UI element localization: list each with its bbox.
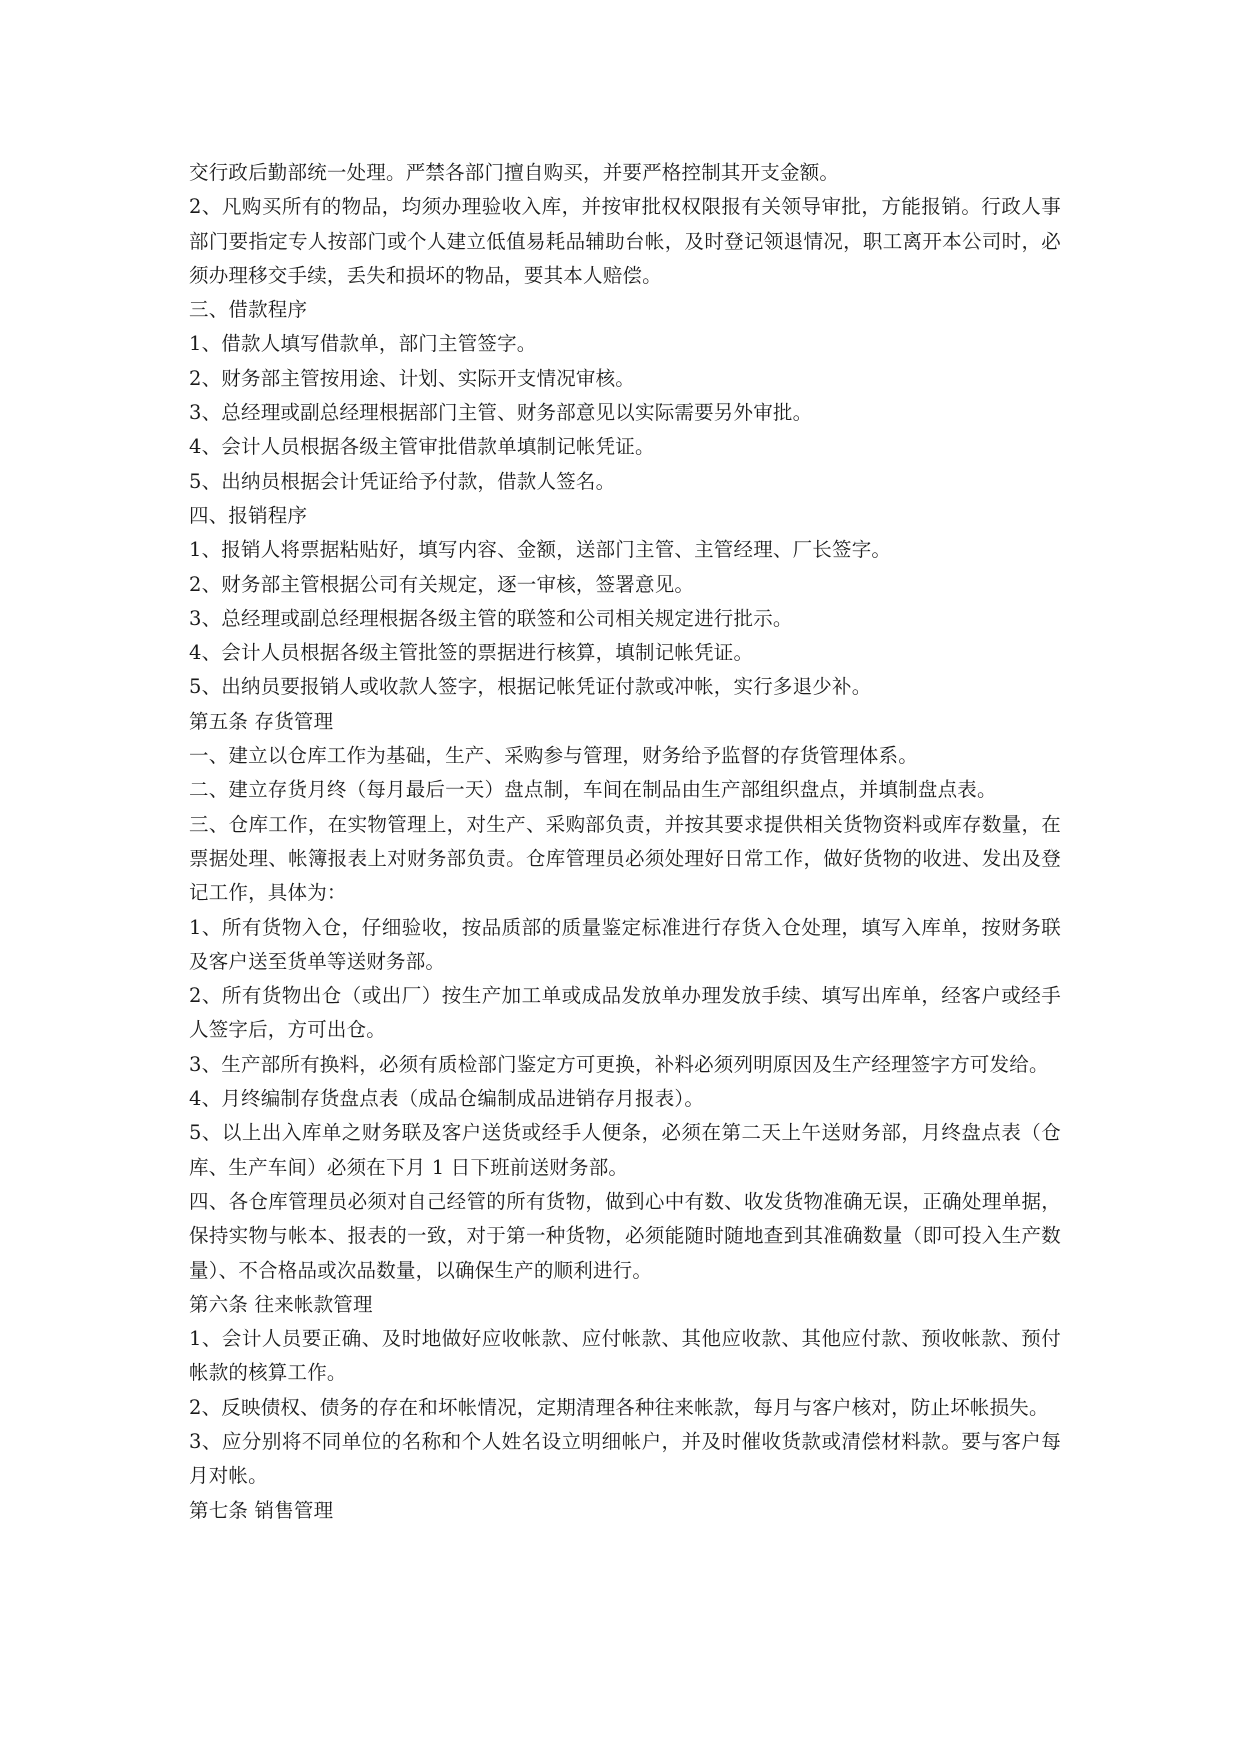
paragraph: 4、会计人员根据各级主管审批借款单填制记帐凭证。 xyxy=(189,435,655,459)
paragraph: 2、反映债权、债务的存在和坏帐情况，定期清理各种往来帐款，每月与客户核对，防止坏帐损失。 xyxy=(189,1395,1049,1419)
section-heading: 三、借款程序 xyxy=(189,298,308,322)
paragraph: 四、各仓库管理员必须对自己经管的所有货物，做到心中有数、收发货物准确无误，正确处理单据，保持实物与帐本、报表的一致，对于第一种货物，必须能随时随地查到其准确数量（即可投入生产数量）、不合格品或次品数量，以确保生产的顺利进行。 xyxy=(189,1189,1061,1282)
paragraph: 5、出纳员根据会计凭证给予付款，借款人签名。 xyxy=(189,469,616,493)
article-heading: 第六条 往来帐款管理 xyxy=(189,1292,373,1316)
paragraph: 5、以上出入库单之财务联及客户送货或经手人便条，必须在第二天上午送财务部，月终盘点表（仓库、生产车间）必须在下月 1 日下班前送财务部。 xyxy=(189,1121,1061,1179)
paragraph: 一、建立以仓库工作为基础，生产、采购参与管理，财务给予监督的存货管理体系。 xyxy=(189,744,918,768)
paragraph: 3、生产部所有换料，必须有质检部门鉴定方可更换，补料必须列明原因及生产经理签字方可发给。 xyxy=(189,1052,1049,1076)
paragraph: 3、应分别将不同单位的名称和个人姓名设立明细帐户，并及时催收货款或清偿材料款。要与客户每月对帐。 xyxy=(189,1429,1061,1488)
article-heading: 第五条 存货管理 xyxy=(189,709,334,733)
paragraph: 交行政后勤部统一处理。严禁各部门擅自购买，并要严格控制其开支金额。 xyxy=(189,161,840,184)
paragraph: 1、所有货物入仓，仔细验收，按品质部的质量鉴定标准进行存货入仓处理，填写入库单，按财务联及客户送至货单等送财务部。 xyxy=(189,915,1061,973)
paragraph: 2、所有货物出仓（或出厂）按生产加工单或成品发放单办理发放手续、填写出库单，经客户或经手人签字后，方可出仓。 xyxy=(189,984,1061,1042)
paragraph: 三、仓库工作，在实物管理上，对生产、采购部负责，并按其要求提供相关货物资料或库存数量，在票据处理、帐簿报表上对财务部负责。仓库管理员必须处理好日常工作，做好货物的收进、发出及登记工作，具体为： xyxy=(189,812,1061,905)
paragraph: 1、会计人员要正确、及时地做好应收帐款、应付帐款、其他应收款、其他应付款、预收帐款、预付帐款的核算工作。 xyxy=(189,1327,1061,1385)
paragraph: 1、报销人将票据粘贴好，填写内容、金额，送部门主管、主管经理、厂长签字。 xyxy=(189,538,892,562)
paragraph: 3、总经理或副总经理根据各级主管的联签和公司相关规定进行批示。 xyxy=(189,606,793,630)
paragraph: 2、财务部主管根据公司有关规定，逐一审核，签署意见。 xyxy=(189,572,695,596)
paragraph: 4、会计人员根据各级主管批签的票据进行核算，填制记帐凭证。 xyxy=(189,641,754,665)
paragraph: 二、建立存货月终（每月最后一天）盘点制，车间在制品由生产部组织盘点，并填制盘点表。 xyxy=(189,778,997,802)
article-heading: 第七条 销售管理 xyxy=(189,1498,334,1522)
document-body xyxy=(189,156,1061,1528)
paragraph: 2、财务部主管按用途、计划、实际开支情况审核。 xyxy=(189,366,636,390)
section-heading: 四、报销程序 xyxy=(189,503,308,527)
paragraph: 1、借款人填写借款单，部门主管签字。 xyxy=(189,332,537,356)
paragraph: 2、凡购买所有的物品，均须办理验收入库，并按审批权权限报有关领导审批，方能报销。行政人事部门要指定专人按部门或个人建立低值易耗品辅助台帐，及时登记领退情况，职工离开本公司时，必须办理移交手续，丢失和损坏的物品，要其本人赔偿。 xyxy=(189,195,1061,287)
paragraph: 5、出纳员要报销人或收款人签字，根据记帐凭证付款或冲帐，实行多退少补。 xyxy=(189,675,872,699)
paragraph: 3、总经理或副总经理根据部门主管、财务部意见以实际需要另外审批。 xyxy=(189,401,813,425)
paragraph: 4、月终编制存货盘点表（成品仓编制成品进销存月报表）。 xyxy=(189,1087,705,1111)
